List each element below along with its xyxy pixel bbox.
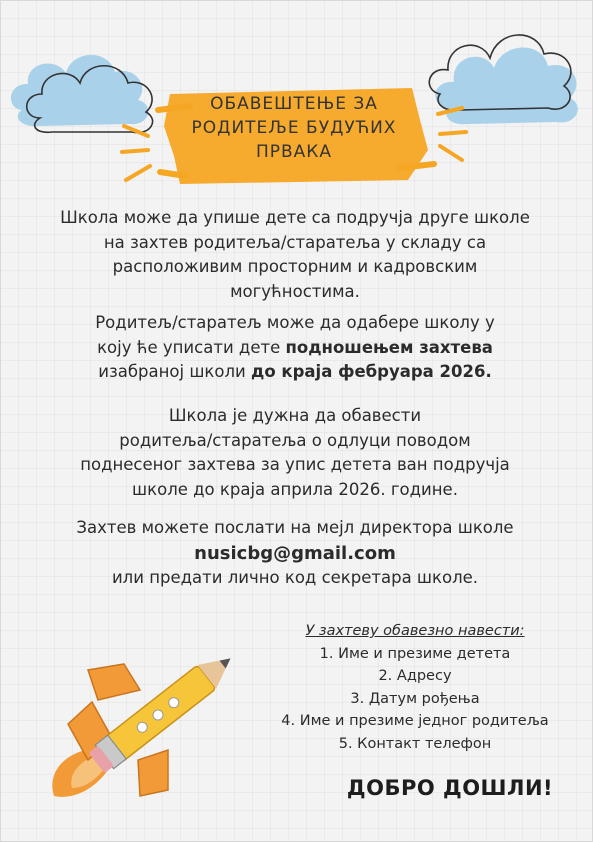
paragraph-3-line: Школа је дужна да обавести [168, 406, 422, 425]
requirements-heading: У захтеву обавезно навести: [305, 623, 525, 639]
paragraph-4-line-2: или предати лично код секретара школе. [111, 568, 479, 587]
email-link[interactable]: nusicbg@gmail.com [194, 543, 396, 564]
title-line-3: ПРВАКА [255, 142, 333, 162]
list-item: 1. Име и презиме детета [319, 645, 511, 662]
rocket-pencil-icon [28, 620, 258, 820]
paragraph-1-line: на захтев родитеља/старатеља у складу са [103, 232, 487, 252]
welcome-text: ДОБРО ДОШЛИ! [346, 776, 554, 800]
paragraph-1-line: расположивим просторним и кадровским [112, 257, 478, 276]
text-span: изабраној школи [98, 362, 251, 381]
paragraph-1-line: Школа може да упише дете са подручја друге школе [60, 208, 530, 227]
list-item: 3. Датум рођења [350, 690, 480, 707]
bold-text: подношењем захтева [285, 337, 493, 357]
paragraph-4-line-1: Захтев можете послати на мејл директора школе [76, 518, 514, 537]
list-item: 4. Име и презиме једног родитеља [281, 713, 549, 729]
rays-left-icon [118, 120, 158, 190]
paragraph-2-line: Родитељ/старатељ може да одабере школу у [95, 313, 495, 332]
paragraph-1-line: могућностима. [230, 281, 360, 301]
paragraph-2-line [30, 360, 560, 385]
title-block [150, 80, 438, 196]
rays-right-icon [432, 104, 472, 164]
text-span: коју ће уписати дете [97, 337, 286, 357]
paragraph-2 [30, 311, 560, 385]
title-line-1: ОБАВЕШТЕЊЕ ЗА [210, 94, 378, 114]
page-title [150, 92, 438, 164]
paragraph-1 [30, 206, 560, 304]
paragraph-2-line [30, 336, 560, 361]
list-item: 2. Адресу [378, 668, 452, 684]
paragraph-3-line: родитеља/старатеља о одлуци поводом [119, 430, 471, 450]
paragraph-3-line: поднесеног захтева за упис детета ван подручја [80, 455, 510, 474]
paragraph-3 [30, 404, 560, 502]
list-item: 5. Контакт телефон [338, 735, 492, 752]
bold-text: до краја фебруара 2026. [251, 362, 492, 381]
requirements-list [260, 620, 570, 755]
title-line-2: РОДИТЕЉЕ БУДУЋИХ [191, 118, 397, 138]
paragraph-3-line: школе до краја априла 2026. године. [132, 479, 458, 499]
